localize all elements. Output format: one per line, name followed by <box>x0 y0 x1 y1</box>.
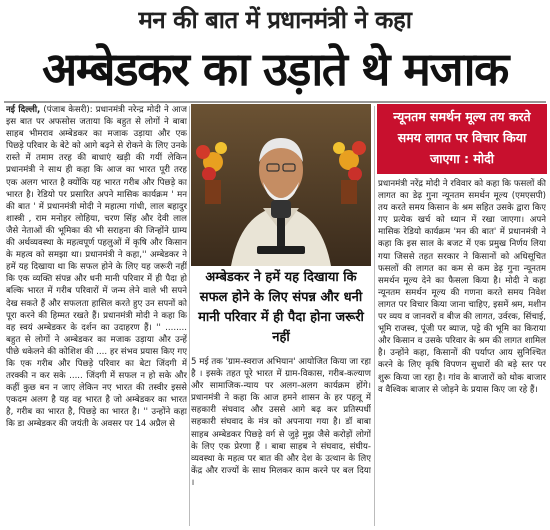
article-column-1 <box>6 104 187 530</box>
pull-quote: अम्बेडकर ने हमें यह दिखाया कि सफल होने के लिए संपन्न और धनी मानी परिवार में ही पैदा होना जरूरी नहीं <box>198 270 364 345</box>
column-divider-2 <box>374 106 375 526</box>
photo-illustration <box>191 104 371 266</box>
sidebar-body: प्रधानमंत्री नरेंद्र मोदी ने रविवार को कहा कि फसलों की लागत का डेढ़ गुना न्यूनतम समर्थन मूल्य (एमएसपी) तय करते समय किसान के श्रम सहित उसके द्वारा किए गए प्रत्येक खर्च को ध्यान में रखा जाएगा। अपने मासिक रेडियो कार्यक्रम 'मन की बात' में प्रधानमंत्री ने कहा कि इस साल के बजट में एक प्रमुख निर्णय लिया गया जिससे तहत सरकार ने किसानों को अधिसूचित फसलों की लागत का कम से कम डेढ़ गुना न्यूनतम समर्थन मूल्य देने का फैसला किया है। मोदी ने कहा न्यूनतम समर्थन मूल्य की गणना करते समय निवेश लागत पर विचार किया जाना चाहिए, इसमें श्रम, मशीन पर व्यय व जानवरों व बीज की लागत, उर्वरक, सिंचाई, भूमि राजस्व, पूंजी पर ब्याज, पट्टे की भूमि का किराया और किसान व उसके परिवार के श्रम की लागत शामिल है। उन्होंने कहा, किसानों की पर्याप्त आय सुनिश्चित करने के लिए कृषि विपणन सुधारों की बड़े स्तर पर शुरू किया जा रहा है। गांव के बाजारों को थोक बाजार व वैश्विक बाजार से जोड़ने के प्रयास किए जा रहे हैं। <box>378 179 546 395</box>
article-headline: अम्बेडकर का उड़ाते थे मजाक <box>42 42 508 96</box>
dateline: नई दिल्ली, <box>6 105 41 115</box>
column-divider-1 <box>189 106 190 526</box>
article-column-1-text: (पंजाब केसरी): प्रधानमंत्री नरेन्द्र मोदी ने आज इस बात पर अफसोस जताया कि बहुत से लोगों ने बाबा साहब भीमराव अम्बेडकर का मजाक उड़ाया और एक पिछड़े परिवार के बेटे को आगे बढ़ने से रोकने के लिए उनके रास्ते में तमाम तरह की बाधाएं खड़ी की गयीं लेकिन प्रधानमंत्री ने साथ ही कहा कि आज का भारत पूरी तरह एक अलग भारत है क्योंकि यह भारत गरीब और पिछड़े का भारत है। रेडियो पर प्रसारित अपने मासिक कार्यक्रम ' मन की बात ' में प्रधानमंत्री मोदी ने महात्मा गांधी, लाल बहादुर शास्त्री , राम मनोहर लोहिया, चरण सिंह और देवी लाल जैसे नेताओं की भूमिका की भी सराहना की जिन्होंने ग्राम्य की अर्थव्यवस्था के महत्वपूर्ण पहलुओं में कृषि और किसान के महत्व को समझा था। प्रधानमंत्री ने कहा,'' अम्बेडकर ने हमें यह दिखाया था कि सफल होने के लिए यह जरूरी नहीं कि एक व्यक्ति संपन्न और धनी मानी परिवार में ही पैदा हो बल्कि भारत में गरीब परिवारों में जन्म लेने वाले भी सपने देख सकते हैं और सफलता हासिल करते हुए उन सपनों को पूरा करने की हिम्मत रखते हैं। प्रधानमंत्री मोदी ने कहा कि वह स्वयं अम्बेडकर के दर्शन का उदाहरण हैं। '' ........ बहुत से लोगों ने अम्बेडकर का मजाक उड़ाया और उन्हें पीछे धकेलने की कोशिश की .... हर संभव प्रयास किए गए कि एक गरीब और पिछड़े परिवार का बेटा जिंदगी में तरक्की न कर सके ..... जिंदगी में सफल न हो सके और कहीं कुछ बन न जाए लेकिन नए भारत की तस्वीर इससे एकदम अलग है यह वह भारत है जो अम्बेडकर का भारत है, गरीब का भारत है, पिछड़े का भारत है। '' उन्होंने कहा कि डा अम्बेडकर की जयंती के अवसर पर 14 अप्रैल से <box>6 105 187 430</box>
article-kicker: मन की बात में प्रधानमंत्री ने कहा <box>138 6 412 34</box>
prime-minister-photo <box>191 104 371 266</box>
article-column-2: 5 मई तक 'ग्राम-स्वराज अभियान' आयोजित किया जा रहा है । इसके तहत पूरे भारत में ग्राम-विकास, गरीब-कल्याण और सामाजिक-न्याय पर अलग-अलग कार्यक्रम होंगे। प्रधानमंत्री ने कहा कि आज हमने शासन के हर पहलू में सहकारी संघवाद और उससे आगे बढ़ कर प्रतिस्पर्धी सहकारी संघवाद के मंत्र को अपनाया गया है। डॉ बाबा साहब अम्बेडकर पिछड़े वर्ग से जुड़े मुझ जैसे करोड़ों लोगों के लिए एक प्रेरणा हैं । बाबा साहब ने संघवाद, संघीय-व्यवस्था के महत्व पर बात की और देश के उत्थान के लिए केंद्र और राज्यों के साथ मिलकर काम करने पर बल दिया । <box>191 357 371 488</box>
headline-divider <box>4 101 546 103</box>
sidebar-heading: न्यूनतम समर्थन मूल्य तय करते समय लागत पर विचार किया जाएगा : मोदी <box>377 104 547 174</box>
